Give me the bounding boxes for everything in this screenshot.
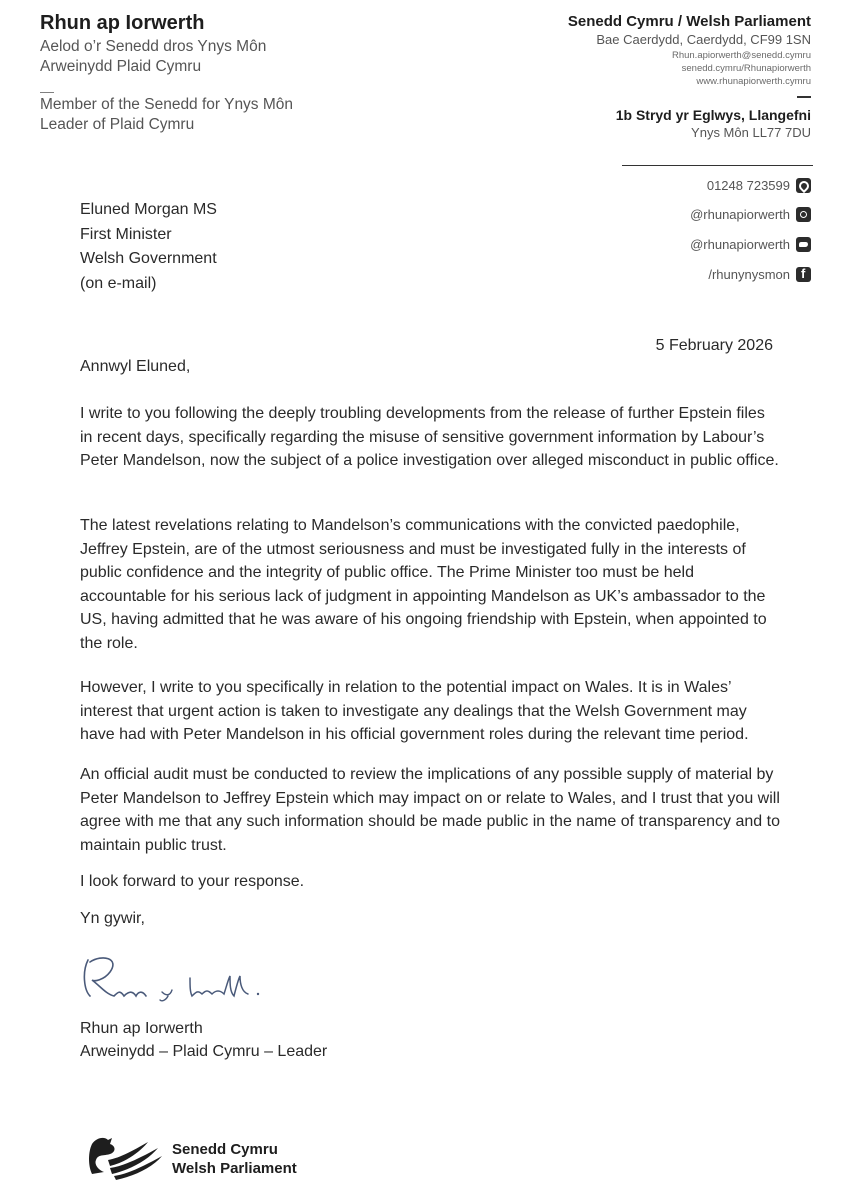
phone-icon <box>796 178 811 193</box>
recipient-organisation: Welsh Government <box>80 250 217 267</box>
sender-welsh-role-leader: Arweinydd Plaid Cymru <box>40 58 202 75</box>
office-street: 1b Stryd yr Eglwys, Llangefni <box>615 107 811 123</box>
contact-instagram <box>690 207 811 222</box>
header-divider-short <box>797 96 811 98</box>
facebook-icon <box>796 267 811 282</box>
closing-line: I look forward to your response. <box>80 873 305 890</box>
body-paragraph-4 <box>80 763 780 857</box>
contact-twitter <box>690 237 811 252</box>
handwritten-signature <box>80 952 300 1012</box>
footer-line-welsh: Senedd Cymru <box>172 1141 278 1158</box>
recipient-delivery-note: (on e-mail) <box>80 274 157 292</box>
footer-line-english: Welsh Parliament <box>172 1160 297 1177</box>
sender-name: Rhun ap Iorwerth <box>40 12 205 34</box>
institution-name: Senedd Cymru / Welsh Parliament <box>567 13 811 30</box>
sender-separator: — <box>40 83 54 99</box>
twitter-handle: @rhunapiorwerth <box>690 237 790 252</box>
paragraph-text: An official audit must be conducted to review the implications of any possible supply of material by Peter Mandelson to Jeffrey Epstein which may impact on or relate to Wales, and I trust that you will agree with me that any such information should be made public in the name of transparency and to maintain public trust. <box>80 766 780 854</box>
salutation: Annwyl Eluned, <box>80 358 191 375</box>
signer-title: Arweinydd – Plaid Cymru – Leader <box>80 1043 328 1060</box>
email-address: Rhun.apiorwerth@senedd.cymru <box>671 50 811 61</box>
footer-wordmark <box>172 1140 297 1178</box>
sender-english-role-leader: Leader of Plaid Cymru <box>40 116 195 133</box>
paragraph-text: I write to you following the deeply troubling developments from the release of further Epstein files in recent days, specifically regarding the misuse of sensitive government information by Labour’s Peter Mandelson, now the subject of a police investigation over alleged misconduct in public office. <box>80 405 779 470</box>
sender-welsh-role-member: Aelod o’r Senedd dros Ynys Môn <box>40 38 267 55</box>
phone-number: 01248 723599 <box>706 178 790 193</box>
header-divider-long <box>622 165 813 166</box>
sign-off: Yn gywir, <box>80 910 145 927</box>
office-postcode: Ynys Môn LL77 7DU <box>691 125 811 140</box>
body-paragraph-3 <box>80 676 780 747</box>
senedd-dragon-logo-icon <box>86 1134 164 1180</box>
paragraph-text: The latest revelations relating to Mandelson’s communications with the convicted paedophile, Jeffrey Epstein, are of the utmost seriousness and must be investigated fully in the interests of public confidence and the integrity of public office. The Prime Minister too must be held accountable for his serious lack of judgment in appointing Mandelson as UK’s ambassador to the US, having admitted that he was aware of his ongoing friendship with Epstein, when appointed to the role. <box>80 517 767 652</box>
signer-name: Rhun ap Iorwerth <box>80 1020 203 1037</box>
body-paragraph-1 <box>80 402 780 473</box>
recipient-block <box>80 198 217 296</box>
twitter-icon <box>796 237 811 252</box>
recipient-name: Eluned Morgan MS <box>80 201 217 218</box>
contact-facebook <box>708 267 811 282</box>
letter-date: 5 February 2026 <box>655 337 773 354</box>
senedd-url: senedd.cymru/Rhunapiorwerth <box>681 63 811 74</box>
paragraph-text: However, I write to you specifically in relation to the potential impact on Wales. It is in Wales’ interest that urgent action is taken to investigate any dealings that the Welsh Government may have had with Peter Mandelson in his official government roles during the relevant time period. <box>80 679 749 744</box>
facebook-handle: /rhunynysmon <box>708 267 790 282</box>
contact-phone <box>707 178 811 193</box>
sender-english-role-member: Member of the Senedd for Ynys Môn <box>40 96 294 113</box>
website-url: www.rhunapiorwerth.cymru <box>696 76 811 87</box>
body-paragraph-2 <box>80 514 780 656</box>
instagram-handle: @rhunapiorwerth <box>690 207 790 222</box>
instagram-icon <box>796 207 811 222</box>
institution-address: Bae Caerdydd, Caerdydd, CF99 1SN <box>596 32 811 47</box>
recipient-title: First Minister <box>80 225 172 243</box>
